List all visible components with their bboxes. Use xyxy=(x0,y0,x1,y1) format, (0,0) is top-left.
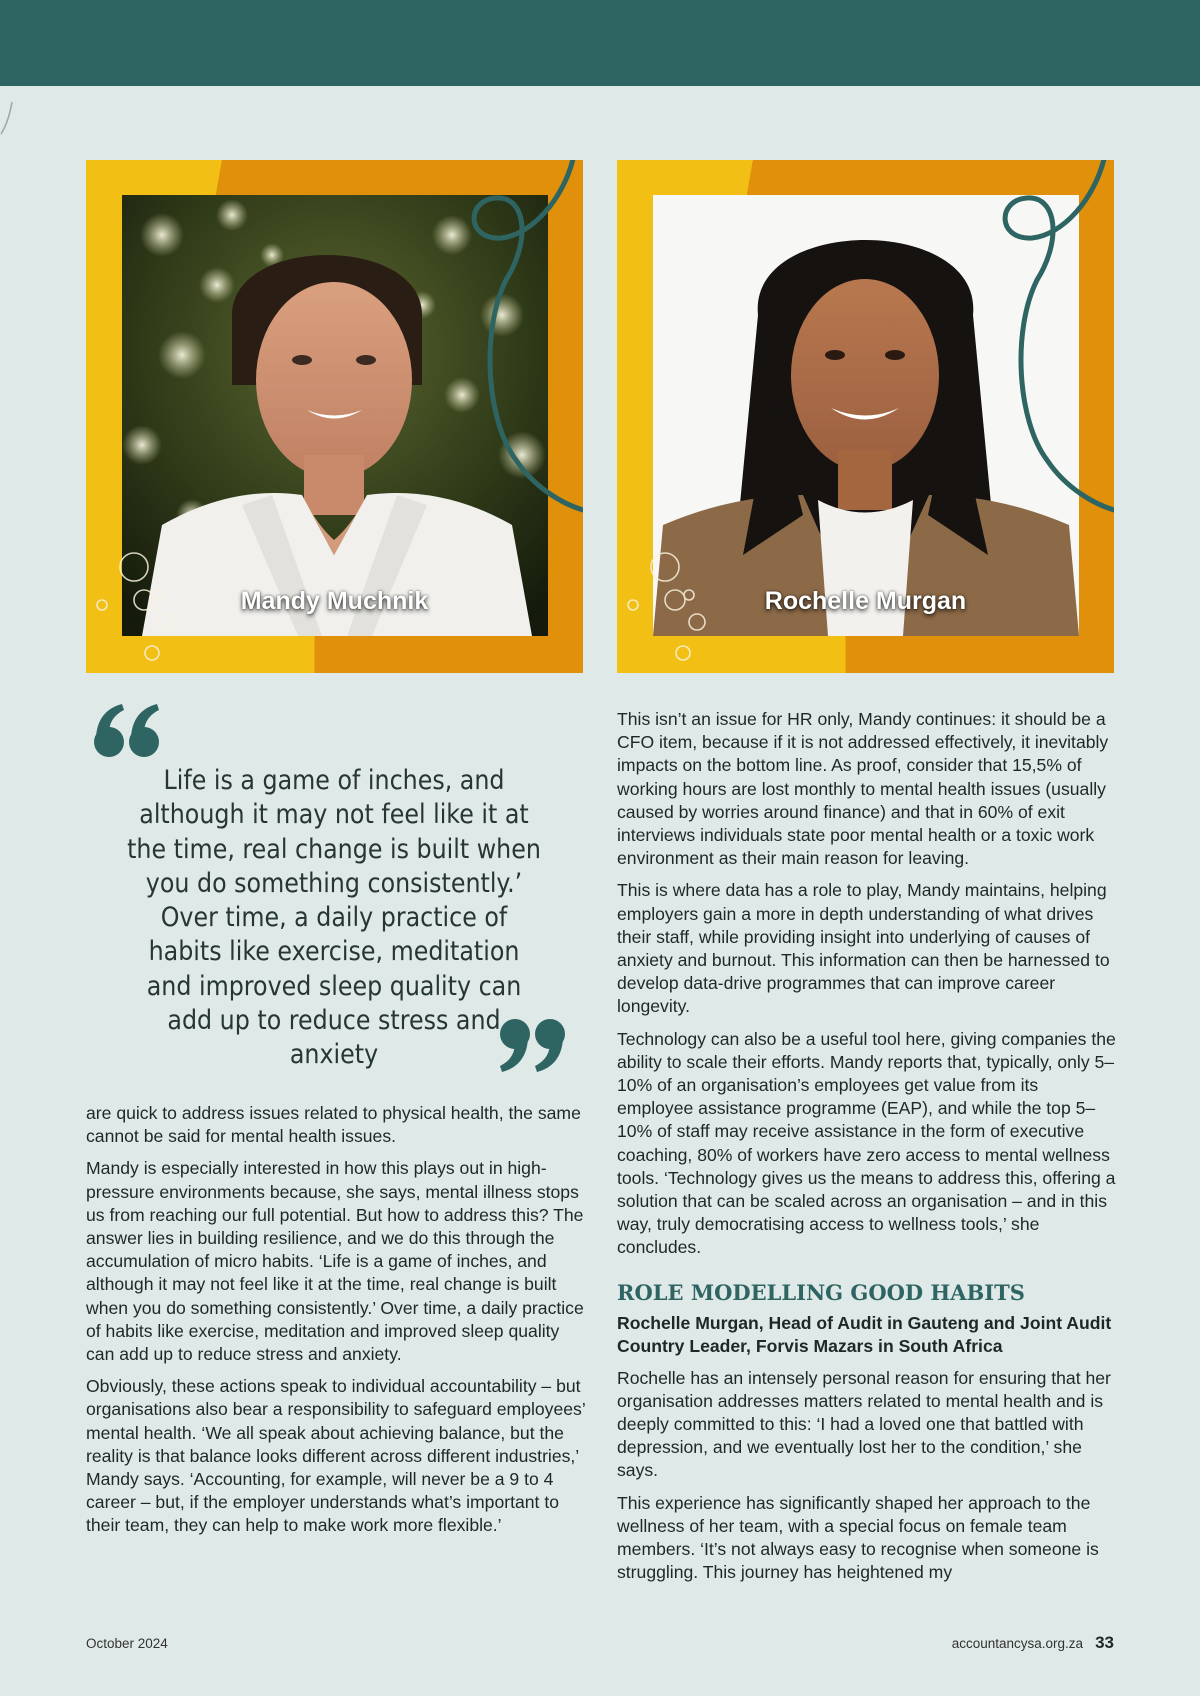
portrait-rochelle-murgan xyxy=(653,195,1079,636)
article-right-column xyxy=(617,708,1117,1594)
footer-website: accountancysa.org.za xyxy=(951,1636,1084,1651)
body-paragraph: Obviously, these actions speak to individual accountability – but organisations also bear a responsibility to safeguard employees’ mental health. ‘We all speak about achieving balance, but the reality is that balance looks different across different industries,’ Mandy says. ‘Accounting, for example, will never be a 9 to 4 career – but, if the employer understands what’s important to their team, they can help to make work more flexible.’ xyxy=(86,1376,586,1536)
footer-date: October 2024 xyxy=(86,1636,168,1651)
footer-right xyxy=(952,1633,1114,1653)
header-band xyxy=(0,0,1200,86)
photo-caption-rochelle: Rochelle Murgan xyxy=(764,587,967,615)
photo-caption-mandy: Mandy Muchnik xyxy=(240,587,429,615)
body-paragraph: This isn’t an issue for HR only, Mandy continues: it should be a CFO item, because if it is not addressed effectively, it inevitably impacts on the bottom line. As proof, consider that 15,5% of working hours are lost monthly to mental health issues (usually caused by worries around finance) and that in 60% of exit interviews individuals state poor mental health or a toxic work environment as their main reason for leaving. xyxy=(617,709,1109,869)
open-quote-icon xyxy=(92,702,162,760)
body-paragraph: This experience has significantly shaped her approach to the wellness of her team, with a special focus on female team members. ‘It’s not always easy to recognise when someone is struggling. This journey has heightened my xyxy=(617,1492,1099,1583)
page-number: 33 xyxy=(1095,1633,1114,1652)
decorative-curl xyxy=(0,100,16,136)
portrait-mandy-muchnik xyxy=(122,195,548,636)
article-left-column xyxy=(86,1102,586,1547)
body-paragraph: are quick to address issues related to physical health, the same cannot be said for mental health issues. xyxy=(86,1103,581,1147)
byline: Rochelle Murgan, Head of Audit in Gauteng and Joint Audit Country Leader, Forvis Mazars in South Africa xyxy=(617,1312,1112,1356)
body-paragraph: This is where data has a role to play, Mandy maintains, helping employers gain a more in depth understanding of what drives their staff, while providing insight into underlying of causes of anxiety and burnout. This information can then be harnessed to develop data-drive programmes that can improve career longevity. xyxy=(617,880,1110,1017)
frame-band xyxy=(86,160,583,196)
body-paragraph: Mandy is especially interested in how this plays out in high-pressure environments because, she says, mental illness stops us from reaching our full potential. But how to address this? The answer lies in building resilience, and we do this through the accumulation of micro habits. ‘Life is a game of inches, and although it may not feel like it at the time, real change is built when you do something consistently.’ Over time, a daily practice of habits like exercise, meditation and improved sleep quality can add up to reduce stress and anxiety. xyxy=(86,1158,584,1365)
close-quote-icon xyxy=(497,1016,567,1074)
section-heading: ROLE MODELLING GOOD HABITS xyxy=(617,1279,1025,1305)
pull-quote: Life is a game of inches, and although it may not feel like it at the time, real change is built when you do something consistently.’ Over time, a daily practice of habits like exercise, meditation and improved sleep quality can add up to reduce stress and anxiety xyxy=(127,765,541,1071)
body-paragraph: Technology can also be a useful tool here, giving companies the ability to scale their efforts. Mandy reports that, typically, only 5–10% of an organisation’s employees get value from its employee assistance programme (EAP), and while the top 5– 10% of staff may receive assistance in the form of executive coaching, 80% of workers have zero access to mental wellness tools. ‘Technology gives us the means to address this, offering a solution that can be scaled across an organisation – and in this way, truly democratising access to wellness tools,’ she concludes. xyxy=(617,1028,1116,1258)
photo-frame-rochelle xyxy=(617,160,1114,673)
body-paragraph: Rochelle has an intensely personal reason for ensuring that her organisation addresses matters related to mental health and is deeply committed to this: ‘I had a loved one that battled with depression, and we eventually lost her to the condition,’ she says. xyxy=(617,1367,1111,1481)
frame-band xyxy=(617,160,1114,196)
photo-frame-mandy xyxy=(86,160,583,673)
